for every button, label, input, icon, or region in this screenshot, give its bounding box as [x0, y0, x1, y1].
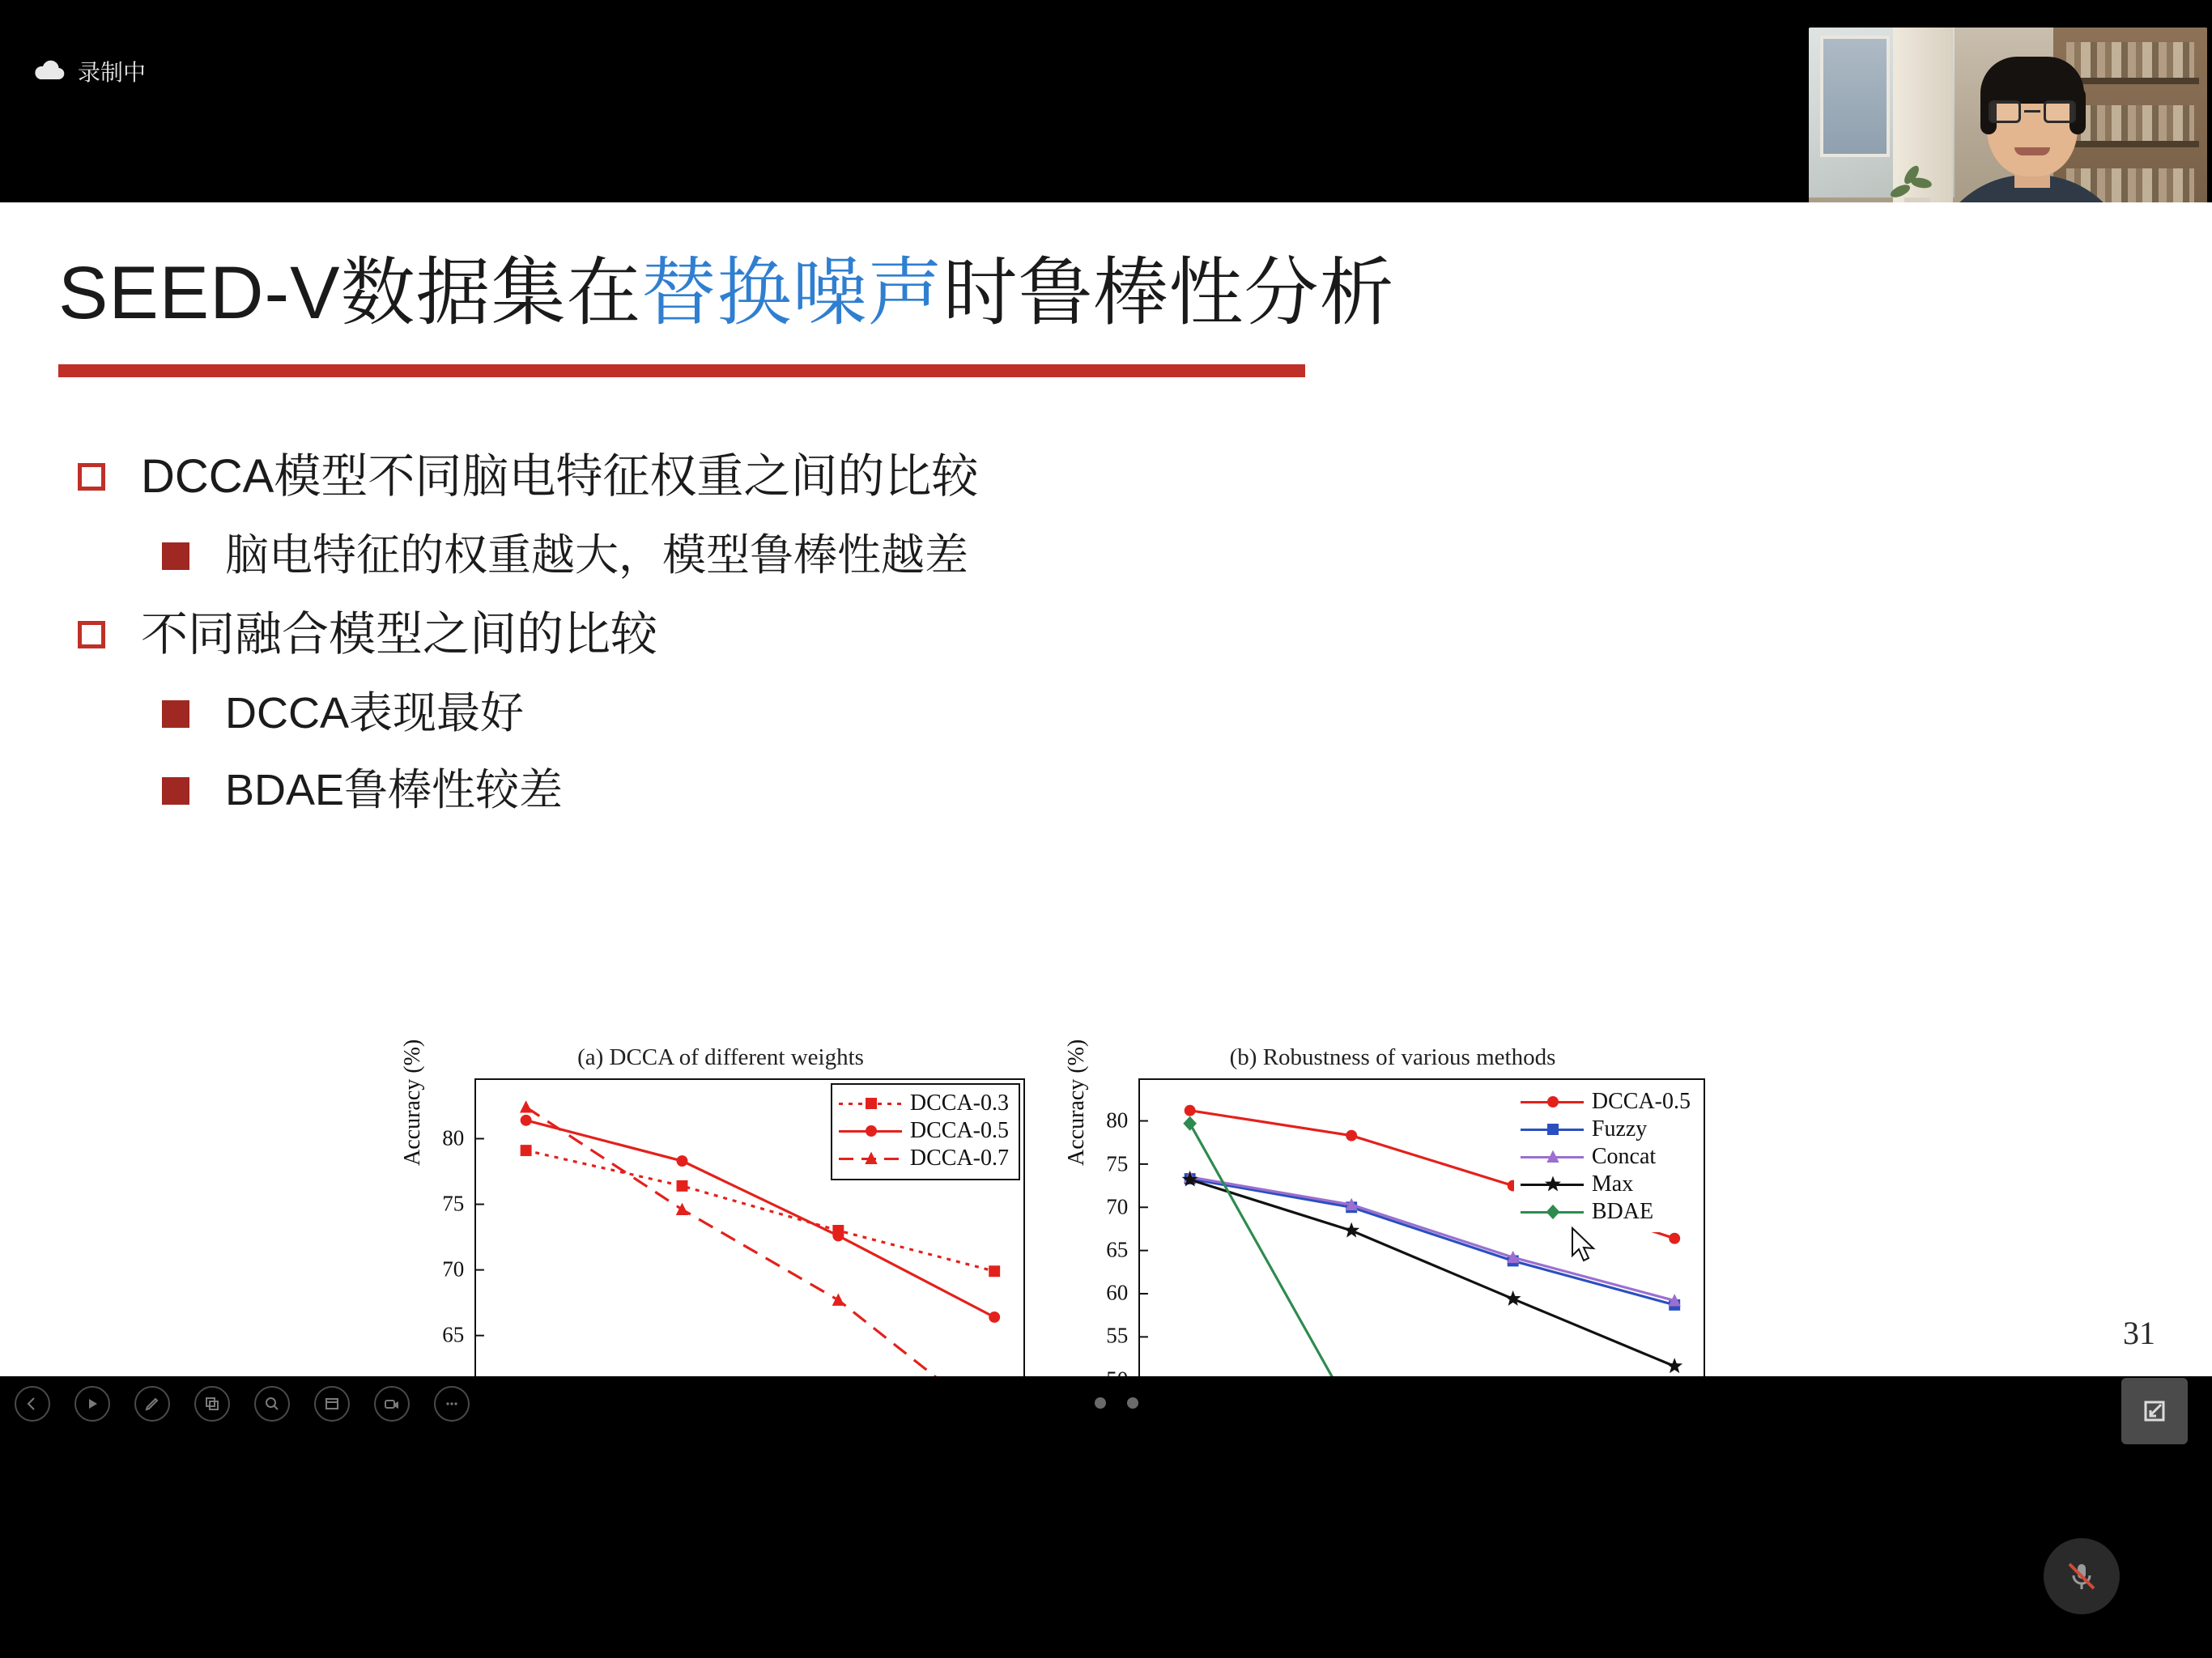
legend-item: [1521, 1143, 1691, 1171]
legend-item: [1521, 1171, 1691, 1198]
legend-item: [839, 1145, 1009, 1172]
pagination-dot[interactable]: [1095, 1397, 1106, 1409]
notes-icon[interactable]: [314, 1386, 350, 1422]
square-filled-icon: [162, 542, 189, 570]
y-axis-tick: 65: [1106, 1237, 1129, 1262]
chart-title: (b) Robustness of various methods: [1229, 1044, 1556, 1070]
legend-swatch: [839, 1123, 902, 1139]
annotation-toolbar: [0, 1376, 2212, 1658]
title-suffix: 时鲁棒性分析: [942, 252, 1395, 334]
copy-icon[interactable]: [194, 1386, 230, 1422]
more-icon[interactable]: [434, 1386, 470, 1422]
square-filled-icon: [162, 700, 189, 728]
annotate-icon[interactable]: [134, 1386, 170, 1422]
bullet-text: 不同融合模型之间的比较: [141, 608, 658, 661]
legend-label: DCCA-0.7: [909, 1146, 1009, 1171]
y-axis-tick: 70: [442, 1256, 465, 1282]
legend-item: [1521, 1116, 1691, 1143]
chart-legend: [1514, 1083, 1700, 1232]
list-item: [78, 445, 1697, 508]
legend-label: DCCA-0.5: [1591, 1089, 1691, 1114]
title-prefix: SEED-V数据集在: [58, 252, 642, 334]
bullet-text: DCCA模型不同脑电特征权重之间的比较: [141, 450, 979, 503]
bullet-text: 脑电特征的权重越大，模型鲁棒性越差: [225, 531, 968, 580]
y-axis-tick: 70: [1106, 1194, 1129, 1219]
legend-item: [839, 1117, 1009, 1145]
play-icon[interactable]: [74, 1386, 110, 1422]
page-title: [58, 233, 1395, 340]
bullet-list: [78, 445, 1697, 838]
recording-indicator: [32, 55, 146, 87]
y-axis-tick: 55: [1106, 1323, 1129, 1348]
cloud-icon: [32, 60, 65, 83]
legend-swatch: [1521, 1121, 1584, 1137]
zoom-icon[interactable]: [254, 1386, 290, 1422]
legend-item: [1521, 1088, 1691, 1116]
chart-legend: [831, 1083, 1020, 1180]
y-axis-tick: 65: [442, 1322, 465, 1347]
square-filled-icon: [162, 777, 189, 805]
recording-label: 录制中: [78, 60, 147, 85]
legend-label: Concat: [1591, 1144, 1657, 1169]
microphone-muted-icon[interactable]: [2044, 1538, 2120, 1614]
glasses-icon: [1987, 100, 2078, 125]
legend-item: [839, 1090, 1009, 1117]
y-axis-tick: 80: [1106, 1107, 1129, 1133]
slide-page-number: 31: [2123, 1315, 2155, 1351]
legend-label: BDAE: [1591, 1199, 1654, 1224]
legend-label: Max: [1591, 1171, 1634, 1197]
square-outline-icon: [78, 621, 105, 648]
title-underline: [58, 364, 1305, 377]
chart-title: (a) DCCA of different weights: [577, 1044, 864, 1070]
list-item: [78, 761, 1697, 820]
legend-label: Fuzzy: [1591, 1116, 1648, 1141]
bullet-text: DCCA表现最好: [225, 689, 525, 738]
list-item: [78, 603, 1697, 666]
legend-item: [1521, 1198, 1691, 1226]
pagination-dots[interactable]: [1095, 1397, 1138, 1409]
y-axis-tick: 60: [1106, 1280, 1129, 1305]
list-item: [78, 526, 1697, 585]
y-axis-label: Accuracy (%): [1064, 1039, 1089, 1166]
square-outline-icon: [78, 463, 105, 491]
list-item: [78, 684, 1697, 743]
mouse-cursor: [1571, 1226, 1598, 1265]
legend-swatch: [1521, 1149, 1584, 1165]
legend-swatch: [1521, 1204, 1584, 1220]
y-axis-tick: 80: [442, 1125, 465, 1150]
legend-swatch: [1521, 1176, 1584, 1192]
pagination-dot[interactable]: [1127, 1397, 1138, 1409]
y-axis-tick: 75: [442, 1191, 465, 1216]
bullet-text: BDAE鲁棒性较差: [225, 766, 564, 815]
toolbar-icon-group: [15, 1386, 470, 1422]
slide-content: [0, 202, 2212, 1376]
legend-swatch: [839, 1150, 902, 1167]
legend-label: DCCA-0.3: [909, 1090, 1009, 1116]
legend-swatch: [1521, 1094, 1584, 1110]
legend-swatch: [839, 1095, 902, 1112]
camera-icon[interactable]: [374, 1386, 410, 1422]
legend-label: DCCA-0.5: [909, 1118, 1009, 1143]
y-axis-tick: 75: [1106, 1151, 1129, 1176]
title-highlight: 替换噪声: [641, 252, 943, 334]
back-icon[interactable]: [15, 1386, 50, 1422]
y-axis-label: Accuracy (%): [400, 1039, 425, 1166]
collapse-icon[interactable]: [2121, 1378, 2188, 1444]
